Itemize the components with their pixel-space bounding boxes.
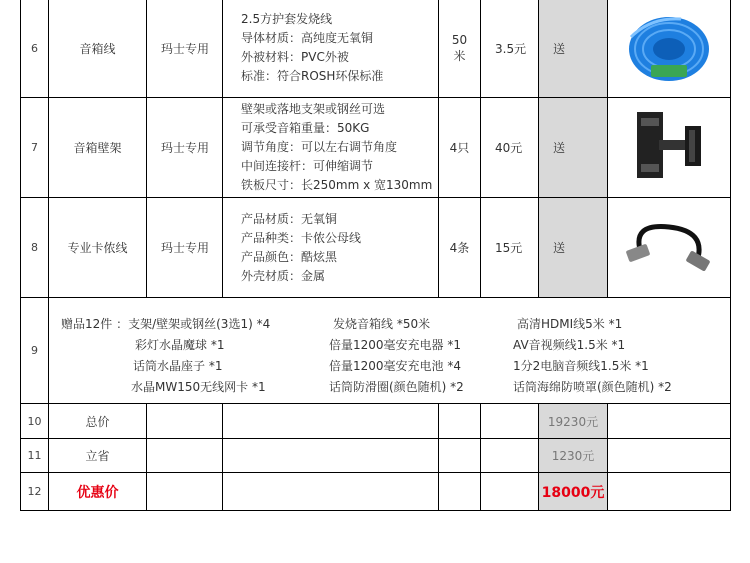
product-name: 专业卡侬线 (49, 198, 147, 298)
discount-price: 18000元 (539, 473, 608, 511)
spec-line: 外被材料：PVC外被 (241, 50, 349, 64)
gift-item: AV音视频线1.5米 *1 (513, 337, 626, 352)
product-image (608, 98, 731, 198)
gift-item: 彩灯水晶魔球 *1 (135, 337, 225, 352)
row-number: 7 (21, 98, 49, 198)
saving-value: 1230元 (539, 439, 608, 473)
gift-item: 高清HDMI线5米 *1 (517, 316, 623, 331)
spec-cell (223, 0, 439, 98)
table-row (21, 198, 731, 298)
gift-row (21, 298, 731, 404)
product-name: 音箱壁架 (49, 98, 147, 198)
spec-line: 调节角度：可以左右调节角度 (241, 140, 398, 154)
gift-item: 话筒海绵防喷罩(颜色随机) *2 (513, 379, 672, 394)
quantity: 4条 (439, 198, 481, 298)
product-note: 玛士专用 (147, 198, 223, 298)
gift-item: 倍量1200毫安充电池 *4 (329, 358, 461, 373)
spec-line: 产品颜色：酷炫黑 (241, 249, 338, 264)
product-name: 音箱线 (49, 0, 147, 98)
blue-speaker-cable-coil-icon (621, 7, 717, 87)
product-note: 玛士专用 (147, 98, 223, 198)
saving-label: 立省 (49, 439, 147, 473)
gift-item: 倍量1200毫安充电器 *1 (329, 337, 461, 352)
spec-line: 导体材质：高纯度无氧铜 (241, 31, 374, 45)
gift-item: 1分2电脑音频线1.5米 *1 (513, 358, 649, 373)
spec-line: 铁板尺寸：长250mm x 宽130mm (241, 178, 433, 192)
spec-line: 中间连接杆：可伸缩调节 (241, 159, 374, 173)
spec-cell (223, 98, 439, 198)
unit-price: 15元 (481, 198, 539, 298)
row-number: 9 (21, 298, 49, 404)
total-price: 送 (539, 198, 608, 298)
row-number: 6 (21, 0, 49, 98)
spec-line: 2.5方护套发烧线 (241, 12, 333, 26)
spec-line: 产品材质：无氧铜 (241, 211, 338, 226)
quantity: 4只 (439, 98, 481, 198)
gift-item: 发烧音箱线 *50米 (333, 316, 431, 331)
spec-line: 可承受音箱重量：50KG (241, 121, 370, 135)
discount-row (21, 473, 731, 511)
total-label: 总价 (49, 404, 147, 439)
product-image (608, 198, 731, 298)
discount-label: 优惠价 (49, 473, 147, 511)
total-price: 送 (539, 98, 608, 198)
quantity-unit: 米 (453, 49, 466, 63)
product-table (20, 0, 731, 511)
product-note: 玛士专用 (147, 0, 223, 98)
xlr-cable-icon (621, 213, 717, 279)
gift-list (49, 298, 731, 404)
row-number: 10 (21, 404, 49, 439)
quantity (439, 0, 481, 98)
product-image (608, 0, 731, 98)
gift-item: 话筒防滑圈(颜色随机) *2 (329, 379, 464, 394)
total-value: 19230元 (539, 404, 608, 439)
total-price: 送 (539, 0, 608, 98)
wall-bracket-icon (629, 108, 709, 184)
spec-line: 标准：符合ROSH环保标准 (241, 69, 384, 83)
table-row (21, 0, 731, 98)
spec-line: 壁架或落地支架或钢丝可选 (241, 102, 386, 116)
total-row (21, 404, 731, 439)
row-number: 8 (21, 198, 49, 298)
quantity-value: 50 (451, 33, 468, 47)
row-number: 11 (21, 439, 49, 473)
spec-cell (223, 198, 439, 298)
gift-item: 水晶MW150无线网卡 *1 (131, 379, 266, 394)
gift-item: 话筒水晶座子 *1 (133, 358, 223, 373)
row-number: 12 (21, 473, 49, 511)
saving-row (21, 439, 731, 473)
unit-price: 3.5元 (481, 0, 539, 98)
table-row (21, 98, 731, 198)
gift-item: 赠品12件 ：支架/壁架或钢丝(3选1) *4 (61, 316, 271, 331)
unit-price: 40元 (481, 98, 539, 198)
spec-line: 外壳材质：金属 (241, 268, 326, 283)
spec-line: 产品种类：卡侬公母线 (241, 230, 362, 245)
